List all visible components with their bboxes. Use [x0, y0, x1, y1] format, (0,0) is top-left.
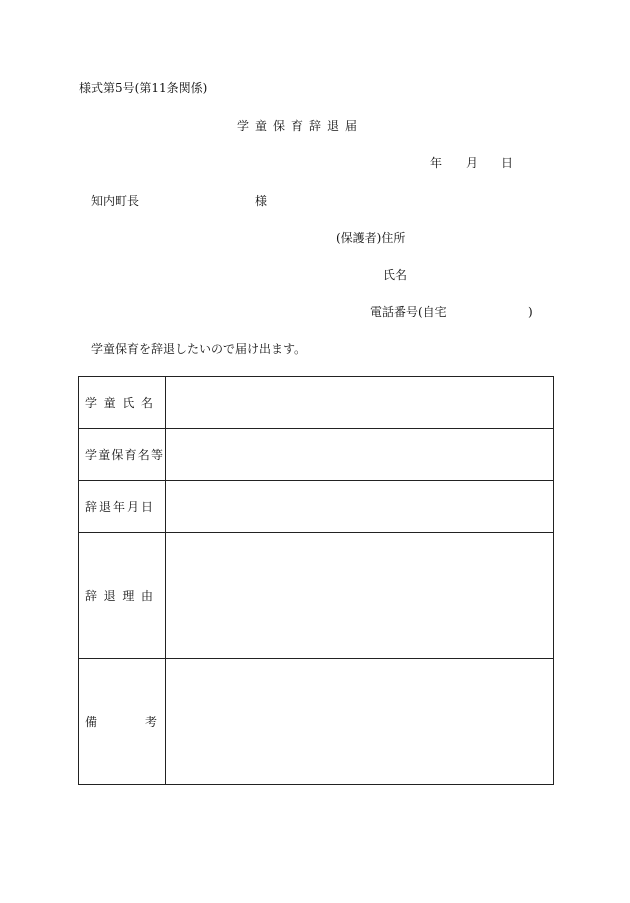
label-char: 育	[124, 448, 137, 462]
program-name-field[interactable]	[166, 429, 554, 481]
label-char: 等	[150, 448, 163, 462]
label-char: 学	[85, 396, 98, 410]
date-day-label: 日	[501, 156, 514, 170]
label-char: 年	[112, 500, 125, 514]
label-char: 保	[111, 448, 124, 462]
label-char: 退	[98, 500, 111, 514]
label-char: 名	[137, 448, 150, 462]
withdrawal-date-label	[85, 498, 153, 515]
child-name-label	[85, 394, 153, 411]
withdrawal-form-table	[78, 376, 554, 785]
label-char: 月	[126, 500, 139, 514]
label-char: 理	[122, 589, 135, 603]
child-name-field[interactable]	[166, 377, 554, 429]
child-name-label-cell	[79, 377, 166, 429]
label-char: 退	[103, 589, 116, 603]
label-char: 童	[98, 448, 111, 462]
guardian-address-label: (保護者)住所	[336, 231, 406, 245]
withdrawal-reason-label-cell	[79, 533, 166, 659]
table-row	[79, 429, 554, 481]
label-char: 由	[140, 589, 153, 603]
table-row	[79, 533, 554, 659]
withdrawal-statement: 学童保育を辞退したいので届け出ます。	[91, 342, 307, 356]
label-char: 名	[140, 396, 153, 410]
form-number: 様式第5号(第11条関係)	[79, 81, 208, 95]
label-char: 学	[85, 448, 98, 462]
phone-number-label: 電話番号(自宅	[370, 305, 447, 319]
label-char: 童	[103, 396, 116, 410]
addressee-name: 知内町長	[91, 194, 140, 208]
withdrawal-reason-label	[85, 587, 153, 604]
addressee-honorific: 様	[255, 194, 268, 208]
document-title: 学童保育辞退届	[237, 119, 364, 133]
label-char: 考	[144, 715, 157, 729]
phone-number-close-paren: )	[528, 305, 533, 319]
label-char: 日	[140, 500, 153, 514]
table-row	[79, 377, 554, 429]
date-month-label: 月	[466, 156, 479, 170]
guardian-name-label: 氏名	[383, 268, 408, 282]
label-char: 辞	[85, 500, 98, 514]
program-name-label-cell	[79, 429, 166, 481]
label-char: 辞	[85, 589, 98, 603]
remarks-label	[85, 713, 157, 730]
table-row	[79, 481, 554, 533]
remarks-label-cell	[79, 659, 166, 785]
program-name-label	[85, 446, 163, 463]
withdrawal-date-label-cell	[79, 481, 166, 533]
withdrawal-reason-field[interactable]	[166, 533, 554, 659]
label-char: 備	[85, 715, 98, 729]
table-row	[79, 659, 554, 785]
remarks-field[interactable]	[166, 659, 554, 785]
date-year-label: 年	[430, 156, 443, 170]
withdrawal-date-field[interactable]	[166, 481, 554, 533]
label-char: 氏	[122, 396, 135, 410]
